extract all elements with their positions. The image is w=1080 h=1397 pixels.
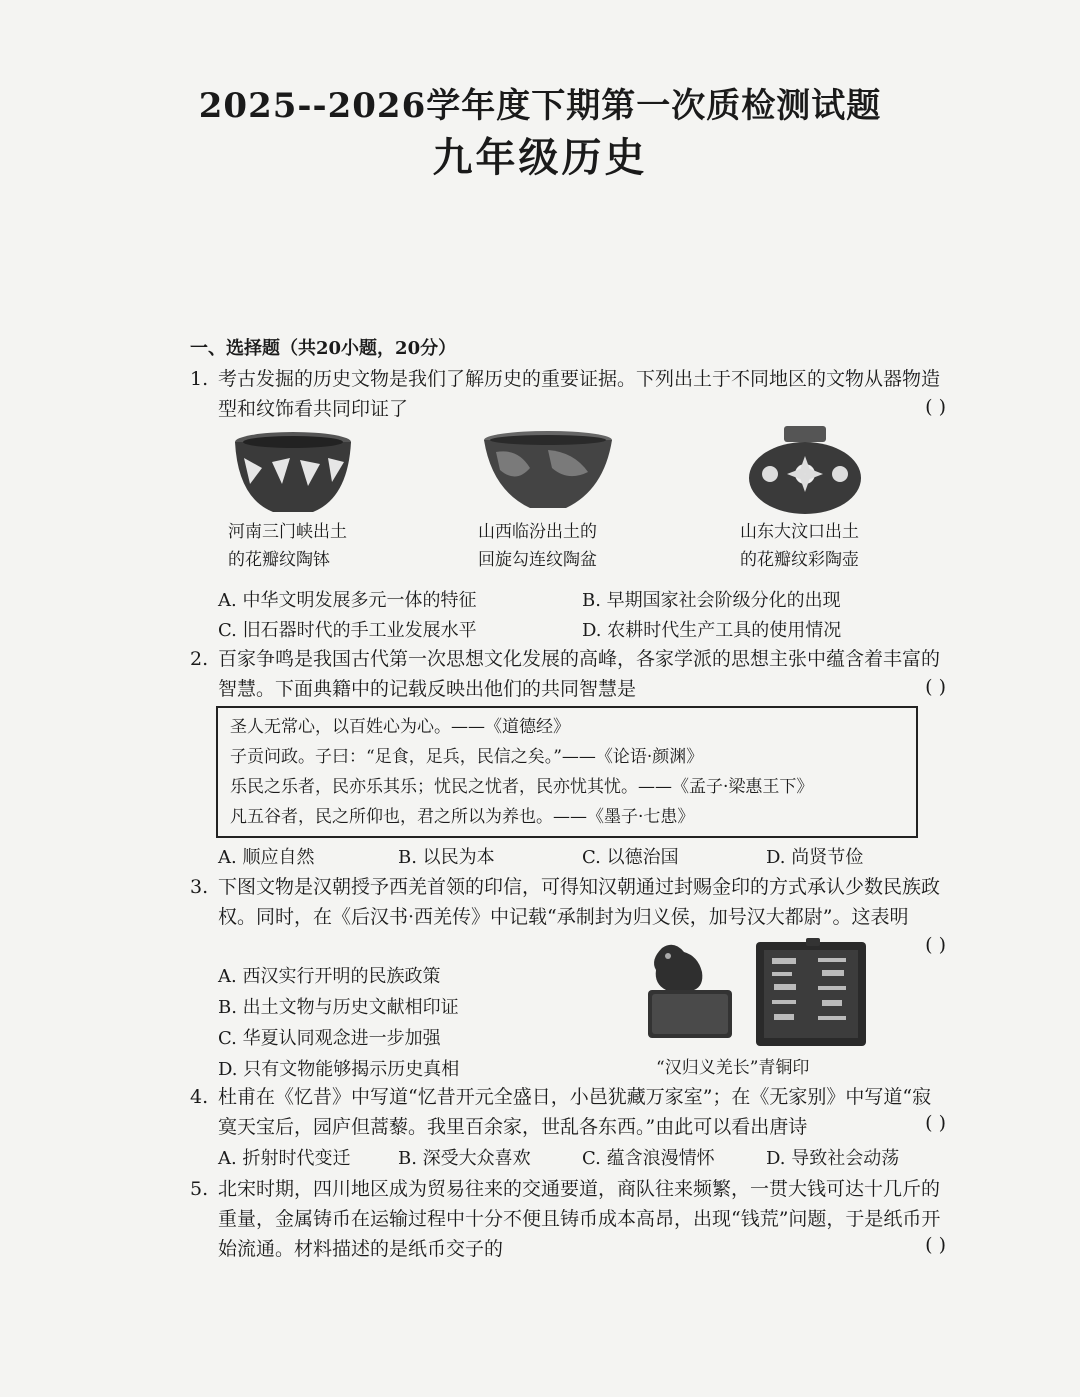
- bronze-seal-image: [640, 938, 870, 1050]
- bronze-seal-figure: [640, 938, 870, 1054]
- quotation-box: [216, 706, 918, 838]
- question-text: 下图文物是汉朝授予西羌首领的印信，可得知汉朝通过封赐金印的方式承认少数民族政权。同时，在《后汉书·西羌传》中记载“承制封为归义侯，加号汉大都尉”。这表明: [218, 876, 941, 928]
- question-text: 考古发掘的历史文物是我们了解历史的重要证据。下列出土于不同地区的文物从器物造型和纹饰看共同印证了: [218, 368, 941, 420]
- option-a[interactable]: A. 顺应自然: [218, 847, 315, 868]
- option-d[interactable]: D. 只有文物能够揭示历史真相: [218, 1059, 460, 1080]
- question-3: [190, 872, 950, 932]
- question-2: [190, 644, 950, 704]
- option-a[interactable]: A. 西汉实行开明的民族政策: [218, 966, 441, 987]
- artifact-caption-line1: 山西临汾出土的: [478, 522, 597, 542]
- question-text: 百家争鸣是我国古代第一次思想文化发展的高峰，各家学派的思想主张中蕴含着丰富的智慧。下面典籍中的记载反映出他们的共同智慧是: [218, 648, 941, 700]
- answer-blank: ( ): [925, 396, 946, 418]
- question-text: 杜甫在《忆昔》中写道“忆昔开元全盛日，小邑犹藏万家室”；在《无家别》中写道“寂寞天宝后，园庐但蒿藜。我里百余家，世乱各东西。”由此可以看出唐诗: [218, 1086, 932, 1138]
- answer-blank: ( ): [925, 1234, 946, 1256]
- artifact-caption-line1: 山东大汶口出土: [740, 522, 859, 542]
- option-b[interactable]: B. 以民为本: [398, 847, 495, 868]
- option-d[interactable]: D. 导致社会动荡: [766, 1148, 900, 1169]
- answer-blank: ( ): [925, 676, 946, 698]
- pottery-bowl-image: [228, 428, 358, 518]
- question-number: 3.: [190, 876, 209, 898]
- option-a[interactable]: A. 折射时代变迁: [218, 1148, 351, 1169]
- option-c[interactable]: C. 华夏认同观念进一步加强: [218, 1028, 441, 1049]
- question-number: 2.: [190, 648, 209, 670]
- artifact-caption-line2: 回旋勾连纹陶盆: [478, 550, 597, 570]
- question-1: [190, 364, 950, 424]
- option-b[interactable]: B. 出土文物与历史文献相印证: [218, 997, 459, 1018]
- artifact-caption-line1: 河南三门峡出土: [228, 522, 347, 542]
- quote-line: 子贡问政。子曰：“足食，足兵，民信之矣。”——《论语·颜渊》: [230, 747, 704, 767]
- option-a[interactable]: A. 中华文明发展多元一体的特征: [218, 590, 477, 611]
- artifact-bowl-sanmenxia: [228, 428, 358, 574]
- quote-line: 乐民之乐者，民亦乐其乐；忧民之忧者，民亦忧其忧。——《孟子·梁惠王下》: [230, 777, 814, 797]
- seal-caption: “汉归义羌长”青铜印: [656, 1058, 810, 1078]
- quote-line: 凡五谷者，民之所仰也，君之所以为养也。——《墨子·七患》: [230, 807, 695, 827]
- exam-title: 2025--2026学年度下期第一次质检测试题: [198, 86, 882, 126]
- option-b[interactable]: B. 早期国家社会阶级分化的出现: [582, 590, 841, 611]
- exam-subtitle: 九年级历史: [432, 134, 648, 181]
- question-5: [190, 1174, 950, 1264]
- option-c[interactable]: C. 旧石器时代的手工业发展水平: [218, 620, 477, 641]
- painted-pot-image: [740, 424, 870, 518]
- question-4: [190, 1082, 950, 1142]
- question-number: 1.: [190, 368, 209, 390]
- answer-blank: ( ): [925, 934, 946, 956]
- artifact-caption-line2: 的花瓣纹陶钵: [228, 550, 330, 570]
- option-d[interactable]: D. 农耕时代生产工具的使用情况: [582, 620, 842, 641]
- section-heading: 一、选择题（共20小题，20分）: [190, 338, 457, 359]
- option-c[interactable]: C. 蕴含浪漫情怀: [582, 1148, 715, 1169]
- quote-line: 圣人无常心，以百姓心为心。——《道德经》: [230, 717, 570, 737]
- option-d[interactable]: D. 尚贤节俭: [766, 847, 864, 868]
- artifact-basin-linfen: [478, 428, 618, 574]
- artifact-caption-line2: 的花瓣纹彩陶壶: [740, 550, 859, 570]
- artifact-pot-dawenkou: [740, 424, 870, 574]
- question-number: 4.: [190, 1086, 209, 1108]
- question-text: 北宋时期，四川地区成为贸易往来的交通要道，商队往来频繁，一贯大钱可达十几斤的重量，金属铸币在运输过程中十分不便且铸币成本高昂，出现“钱荒”问题，于是纸币开始流通。材料描述的是纸币交子的: [218, 1178, 941, 1260]
- option-c[interactable]: C. 以德治国: [582, 847, 679, 868]
- question-number: 5.: [190, 1178, 209, 1200]
- option-b[interactable]: B. 深受大众喜欢: [398, 1148, 531, 1169]
- pottery-basin-image: [478, 428, 618, 518]
- answer-blank: ( ): [925, 1112, 946, 1134]
